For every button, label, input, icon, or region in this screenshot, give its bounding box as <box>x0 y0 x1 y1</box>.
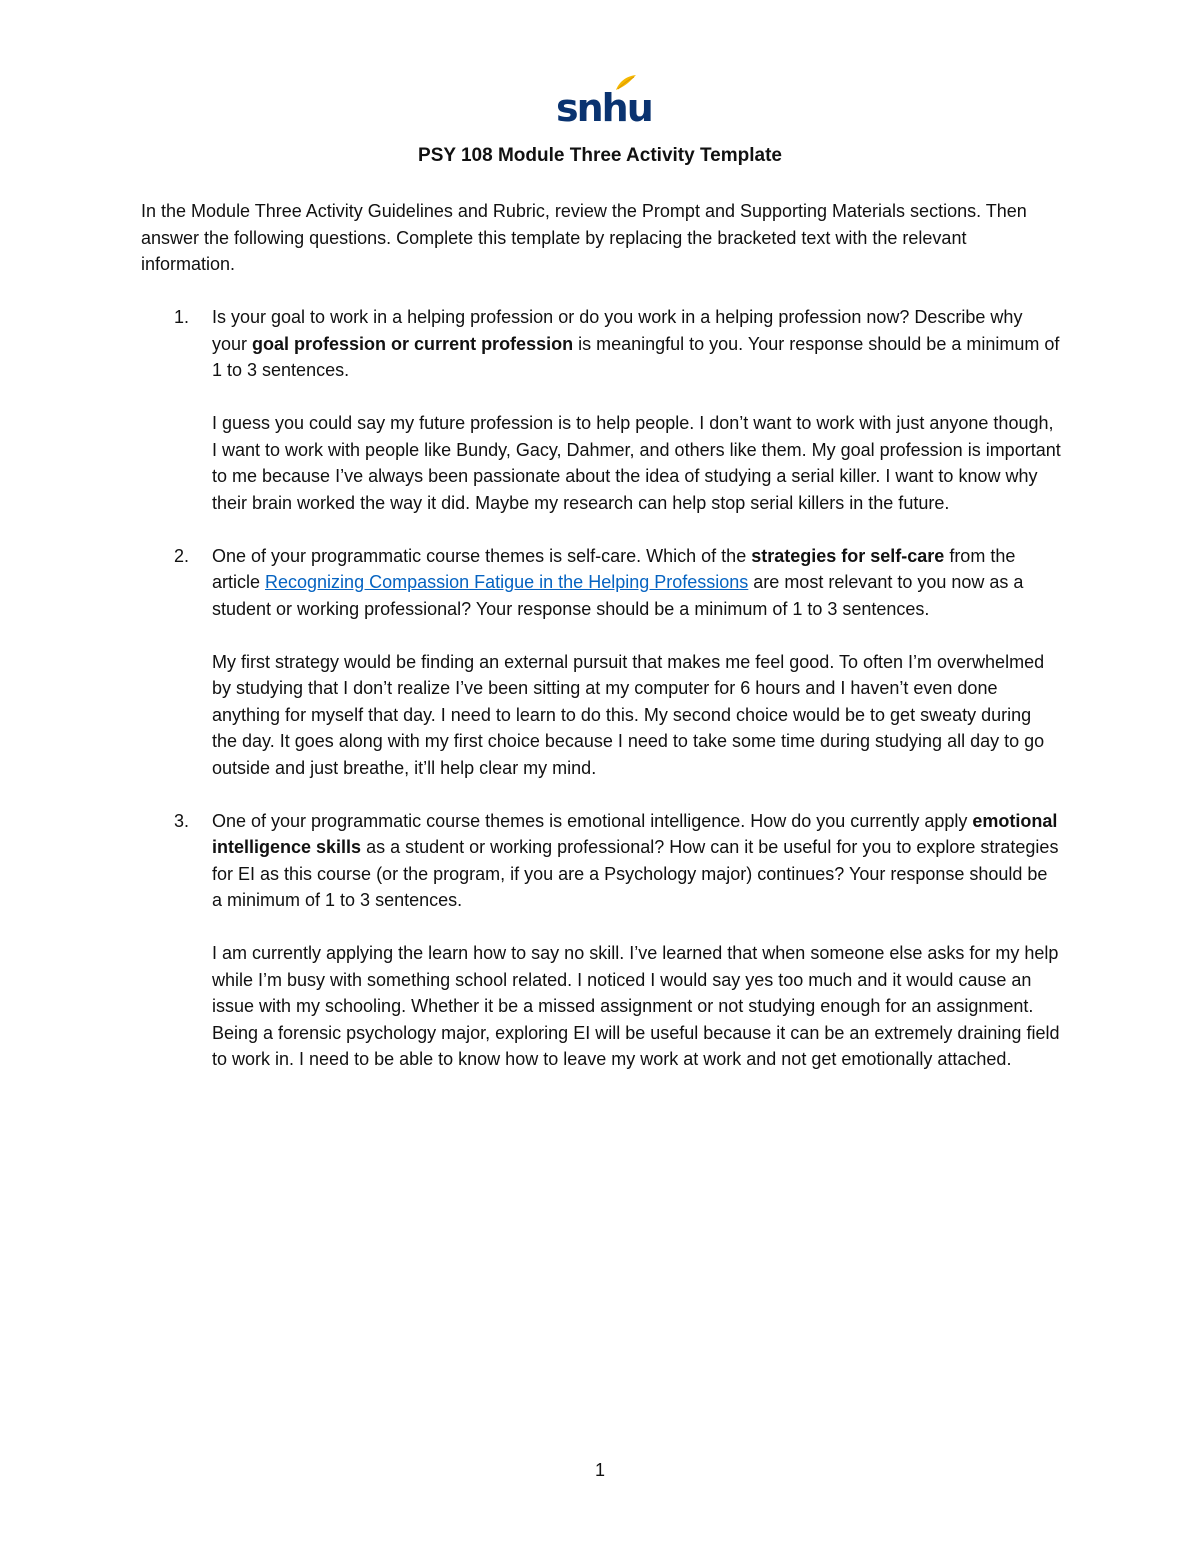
logo-wordmark: snhu <box>556 86 652 130</box>
question-number: 3. <box>174 810 190 831</box>
question-text-part: Is your goal to work in a helping profession or do you work in a helping profession now? Describe why your <box>212 307 1023 354</box>
question-text <box>212 304 1061 384</box>
question-text <box>212 808 1061 914</box>
intro-paragraph: In the Module Three Activity Guidelines and Rubric, review the Prompt and Supporting Materials sections. Then answer the following questions. Complete this template by replacing the bracketed text with the relevant information. <box>141 201 1027 274</box>
article-link[interactable]: Recognizing Compassion Fatigue in the Helping Professions <box>265 572 749 592</box>
question-text-part: are most relevant to you now as a student or working professional? Your response should be a minimum of 1 to 3 sentences. <box>212 572 1024 619</box>
question-number: 2. <box>174 545 190 566</box>
page-number: 1 <box>594 1460 605 1480</box>
question-bold-text: emotional intelligence skills <box>212 810 1058 857</box>
question-item <box>141 543 1061 782</box>
question-item <box>141 304 1061 516</box>
question-text <box>212 543 1061 623</box>
question-text-part: One of your programmatic course themes is self-care. Which of the <box>212 545 752 566</box>
question-text-part: from the article <box>212 545 1016 592</box>
question-number: 1. <box>174 307 190 327</box>
question-text-part: One of your programmatic course themes is emotional intelligence. How do you currently apply <box>212 810 973 831</box>
question-list <box>141 304 1061 1099</box>
question-bold-text: strategies for self-care <box>751 545 945 566</box>
answer-text: I guess you could say my future profession is to help people. I don’t want to work with just anyone though, I want to work with people like Bundy, Gacy, Dahmer, and others like them. My goal profession is important to me because I’ve always been passionate about the idea of studying a serial killer. I want to know why their brain worked the way it did. Maybe my research can help stop serial killers in the future. <box>212 413 1061 513</box>
snhu-logo <box>556 72 652 132</box>
answer-text: I am currently applying the learn how to say no skill. I’ve learned that when someone else asks for my help while I’m busy with something school related. I noticed I would say yes too much and it would cause an issue with my schooling. Whether it be a missed assignment or not studying enough for an assignment. Being a forensic psychology major, exploring EI will be useful because it can be an extremely draining field to work in. I need to be able to know how to leave my work at work and not get emotionally attached. <box>212 943 1060 1069</box>
question-item <box>141 808 1061 1073</box>
question-bold-text: goal profession or current profession <box>252 333 574 354</box>
page-title: PSY 108 Module Three Activity Template <box>418 145 782 166</box>
answer-text: My first strategy would be finding an external pursuit that makes me feel good. To often I’m overwhelmed by studying that I don’t realize I’ve been sitting at my computer for 6 hours and I haven’t even done anything for myself that day. I need to learn to do this. My second choice would be to get sweaty during the day. It goes along with my first choice because I need to take some time during studying all day to go outside and just breathe, it’ll help clear my mind. <box>212 651 1045 778</box>
question-text-part: is meaningful to you. Your response should be a minimum of 1 to 3 sentences. <box>212 333 1060 380</box>
question-text-part: as a student or working professional? How can it be useful for you to explore strategies for EI as this course (or the program, if you are a Psychology major) continues? Your response should be a minimum of 1 to 3 sentences. <box>212 837 1059 910</box>
